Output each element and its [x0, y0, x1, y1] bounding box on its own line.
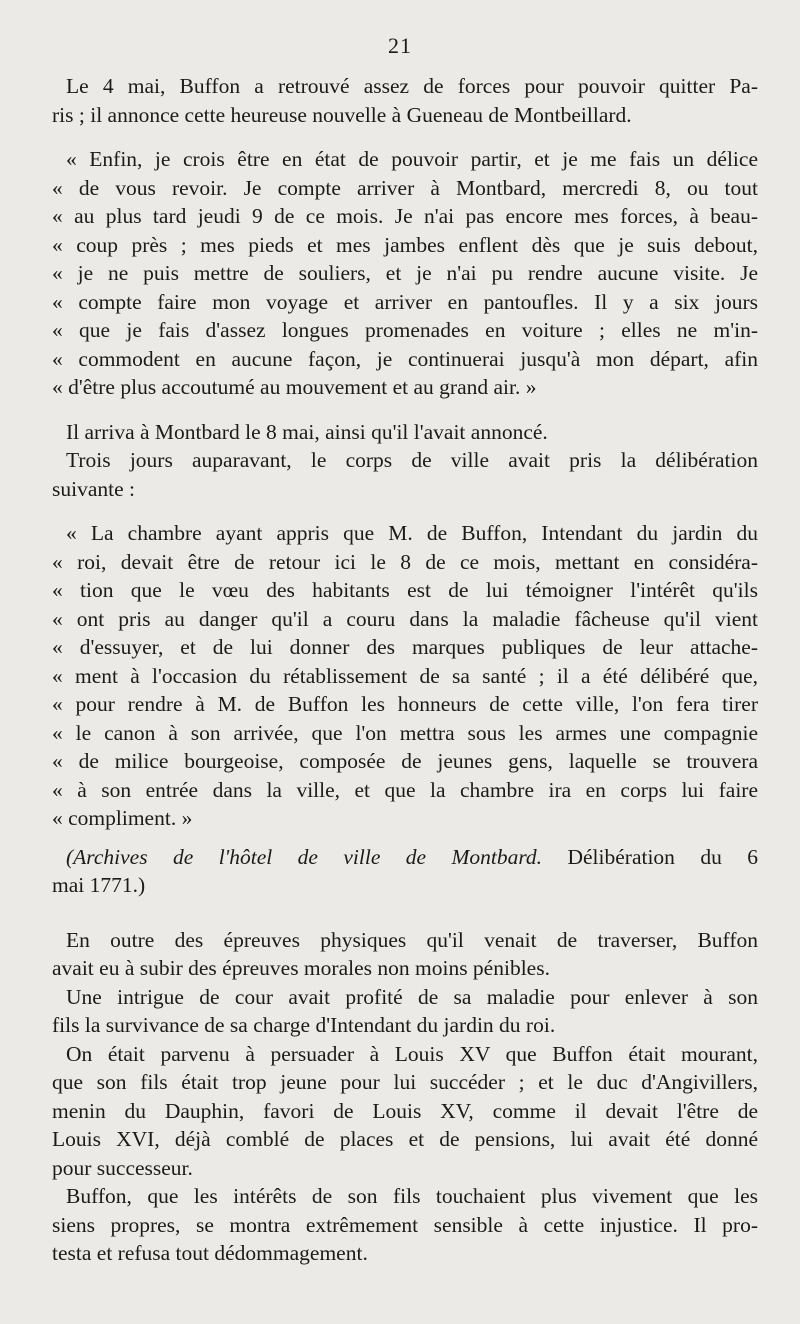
text-line: Buffon, que les intérêts de son fils touchaient plus vivement que les [66, 1184, 758, 1208]
text-line: ris ; il annonce cette heureuse nouvelle à Gueneau de Montbeillard. [52, 102, 632, 127]
text-line: fils la survivance de sa charge d'Intendant du jardin du roi. [52, 1013, 556, 1037]
paragraph [52, 446, 758, 503]
paragraph [52, 72, 758, 129]
text-line: « La chambre ayant appris que M. de Buffon, Intendant du jardin du [66, 521, 758, 545]
citation-detail: Délibération du 6 [542, 844, 758, 869]
text-line: « ont pris au danger qu'il a couru dans la maladie fâcheuse qu'il vient [52, 606, 758, 631]
text-line: « compte faire mon voyage et arriver en pantoufles. Il y a six jours [52, 289, 758, 314]
text-line: « que je fais d'assez longues promenades en voiture ; elles ne m'in- [52, 318, 758, 342]
paragraph [52, 926, 758, 983]
text-line: On était parvenu à persuader à Louis XV que Buffon était mourant, [66, 1041, 758, 1066]
text-line: « le canon à son arrivée, que l'on mettra sous les armes une compagnie [52, 720, 758, 745]
page-number: 21 [388, 33, 412, 58]
citation-source: (Archives de l'hôtel de ville de Montbard. [66, 844, 543, 869]
text-line: « d'être plus accoutumé au mouvement et au grand air. » [52, 375, 537, 399]
text-line: menin du Dauphin, favori de Louis XV, comme il devait l'être de [52, 1098, 758, 1123]
quotation-letter [52, 145, 758, 402]
text-line: pour successeur. [52, 1155, 193, 1180]
text-line: « tion que le vœu des habitants est de lui témoigner l'intérêt qu'ils [52, 578, 758, 602]
citation-line: mai 1771.) [52, 873, 146, 897]
paragraph [52, 418, 758, 447]
text-line: Trois jours auparavant, le corps de ville avait pris la délibération [66, 448, 758, 472]
text-line: que son fils était trop jeune pour lui succéder ; et le duc d'Angivillers, [52, 1070, 758, 1094]
text-line: En outre des épreuves physiques qu'il venait de traverser, Buffon [66, 927, 758, 952]
text-line: « roi, devait être de retour ici le 8 de ce mois, mettant en considéra- [52, 549, 758, 574]
citation-line [52, 843, 758, 872]
text-line: « ment à l'occasion du rétablissement de sa santé ; il a été délibéré que, [52, 663, 758, 688]
quotation-deliberation [52, 519, 758, 833]
text-line: Louis XVI, déjà comblé de places et de pensions, lui avait été donné [52, 1127, 758, 1151]
text-line: « de milice bourgeoise, composée de jeunes gens, laquelle se trouvera [52, 749, 758, 773]
text-line: « à son entrée dans la ville, et que la chambre ira en corps lui faire [52, 777, 758, 802]
text-line: « de vous revoir. Je compte arriver à Montbard, mercredi 8, ou tout [52, 175, 758, 200]
text-line: Une intrigue de cour avait profité de sa maladie pour enlever à son [66, 984, 758, 1009]
page-text [52, 72, 758, 1268]
paragraph [52, 983, 758, 1040]
text-line: « d'essuyer, et de lui donner des marques publiques de leur attache- [52, 635, 758, 659]
text-line: « commodent en aucune façon, je continuerai jusqu'à mon départ, afin [52, 346, 758, 371]
text-line: « pour rendre à M. de Buffon les honneurs de cette ville, l'on fera tirer [52, 692, 758, 716]
text-line: « au plus tard jeudi 9 de ce mois. Je n'ai pas encore mes forces, à beau- [52, 204, 758, 228]
text-line: Il arriva à Montbard le 8 mai, ainsi qu'il l'avait annoncé. [66, 419, 548, 444]
text-line: « je ne puis mettre de souliers, et je n'ai pu rendre aucune visite. Je [52, 261, 758, 285]
paragraph [52, 1040, 758, 1183]
text-line: « compliment. » [52, 806, 193, 830]
text-line: suivante : [52, 476, 135, 501]
text-line: « coup près ; mes pieds et mes jambes enflent dès que je suis debout, [52, 232, 758, 257]
text-line: testa et refusa tout dédommagement. [52, 1241, 368, 1265]
text-line: « Enfin, je crois être en état de pouvoir partir, et je me fais un délice [66, 147, 758, 171]
text-line: avait eu à subir des épreuves morales non moins pénibles. [52, 956, 550, 980]
text-line: siens propres, se montra extrêmement sensible à cette injustice. Il pro- [52, 1212, 758, 1237]
citation [52, 843, 758, 900]
text-line: Le 4 mai, Buffon a retrouvé assez de forces pour pouvoir quitter Pa- [66, 74, 758, 98]
paragraph [52, 1182, 758, 1268]
